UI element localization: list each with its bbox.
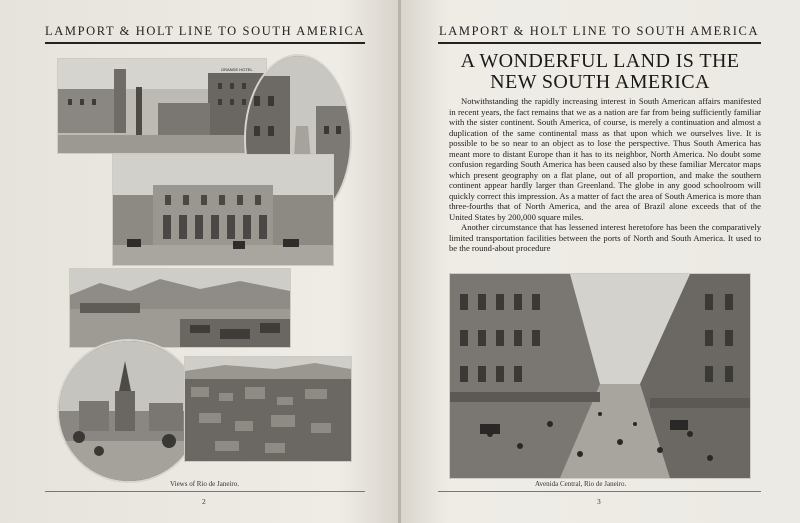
photo-oval-church (57, 339, 201, 483)
running-head-right: LAMPORT & HOLT LINE TO SOUTH AMERICA (439, 24, 760, 38)
footer-rule-right (438, 491, 761, 492)
headline-line-2: NEW SOUTH AMERICA (490, 71, 710, 93)
running-head-left: LAMPORT & HOLT LINE TO SOUTH AMERICA (45, 24, 366, 38)
page-number-right: 3 (597, 497, 601, 506)
left-page (0, 0, 399, 523)
header-rule-right (438, 42, 761, 44)
photo-city-view (184, 356, 352, 462)
paragraph-2: Another circumstance that has lessened interest heretofore has been the comparatively limited transportation facilities between the ports of North and South America. It used to be the round-about procedure (449, 222, 761, 253)
right-page (401, 0, 800, 523)
left-caption: Views of Rio de Janeiro. (170, 480, 239, 488)
article-body (449, 96, 761, 254)
page-headline (439, 51, 761, 93)
photo-harbor (69, 268, 291, 348)
footer-rule-left (45, 491, 365, 492)
right-caption: Avenida Central, Rio de Janeiro. (535, 480, 627, 488)
hotel-sign-text: GRANDE HOTEL (221, 67, 253, 72)
page-number-left: 2 (202, 497, 206, 506)
header-rule-left (45, 42, 365, 44)
headline-line-1: A WONDERFUL LAND IS THE (460, 50, 740, 72)
photo-plaza (57, 58, 267, 154)
paragraph-1: Notwithstanding the rapidly increasing interest in South American affairs manifested in recent years, the fact remains that we as a nation are far from being sufficiently familiar with the sister continent. South America, of course, is merely a continuation and almost a duplication of the same continental mass as that upon which we ourselves live. It is possible to be so near to an object as to lose the perspective. Thus South America has meant more to distant Europe than it has to its neighbor, North America. No doubt some confusion regarding South America has been caused also by these familiar Mercator maps which present geography on a flat plane, out of all proportion, and make the southern continent appear hardly larger than Greenland. The globe in any good schoolroom will quickly correct this impression. As a matter of fact the area of South America is more than three-fourths that of North America, and the area of Brazil alone exceeds that of the United States by 200,000 square miles. (449, 96, 761, 222)
photo-building (112, 154, 334, 266)
photo-avenida-central (449, 273, 751, 479)
